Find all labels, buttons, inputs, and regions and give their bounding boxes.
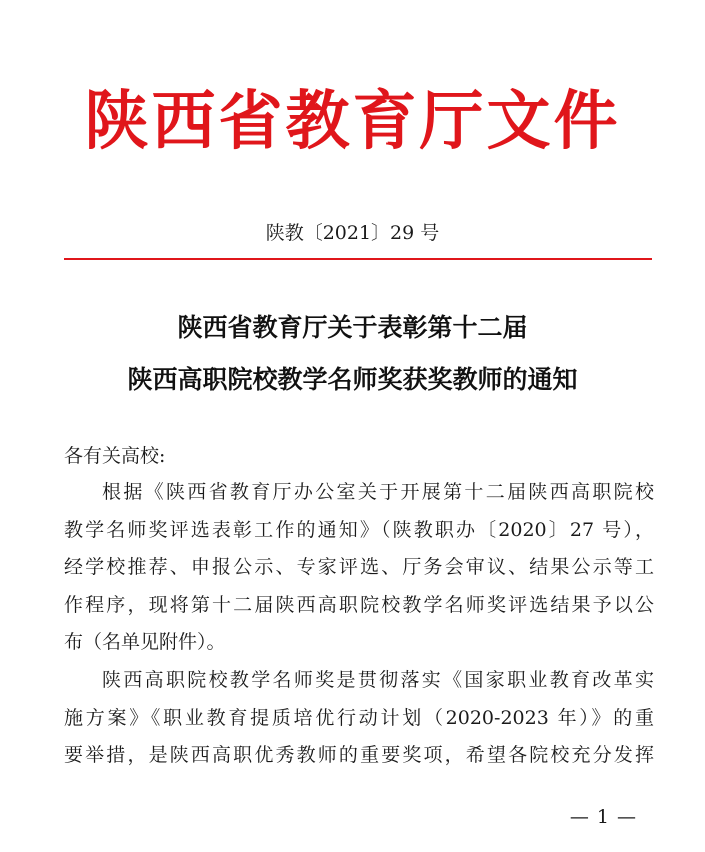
notice-title-line-1: 陕西省教育厅关于表彰第十二届	[177, 313, 528, 342]
document-header-title: 陕西省教育厅文件	[84, 85, 621, 159]
paragraph-line: 教学名师奖评选表彰工作的通知》（陕教职办〔2020〕27 号），	[64, 518, 654, 541]
paragraph-line: 根据《陕西省教育厅办公室关于开展第十二届陕西高职院校	[102, 481, 654, 503]
body-paragraph-2	[64, 662, 654, 775]
red-separator-line	[64, 258, 652, 260]
paragraph-line: 陕西高职院校教学名师奖是贯彻落实《国家职业教育改革实	[102, 669, 654, 691]
body-paragraph-1	[64, 474, 654, 662]
paragraph-line: 施方案》《职业教育提质培优行动计划（2020-2023 年）》的重	[64, 706, 654, 729]
notice-title-line-2: 陕西高职院校教学名师奖获奖教师的通知	[127, 365, 578, 394]
paragraph-line: 作程序，现将第十二届陕西高职院校教学名师奖评选结果予以公	[64, 593, 654, 616]
salutation: 各有关高校:	[64, 445, 166, 467]
paragraph-line: 要举措，是陕西高职优秀教师的重要奖项，希望各院校充分发挥	[64, 744, 654, 767]
document-number: 陕教〔2021〕29 号	[265, 222, 440, 244]
paragraph-line: 经学校推荐、申报公示、专家评选、厅务会审议、结果公示等工	[64, 556, 654, 579]
page-number: — 1 —	[569, 806, 637, 828]
paragraph-line: 布（名单见附件）。	[64, 631, 226, 654]
